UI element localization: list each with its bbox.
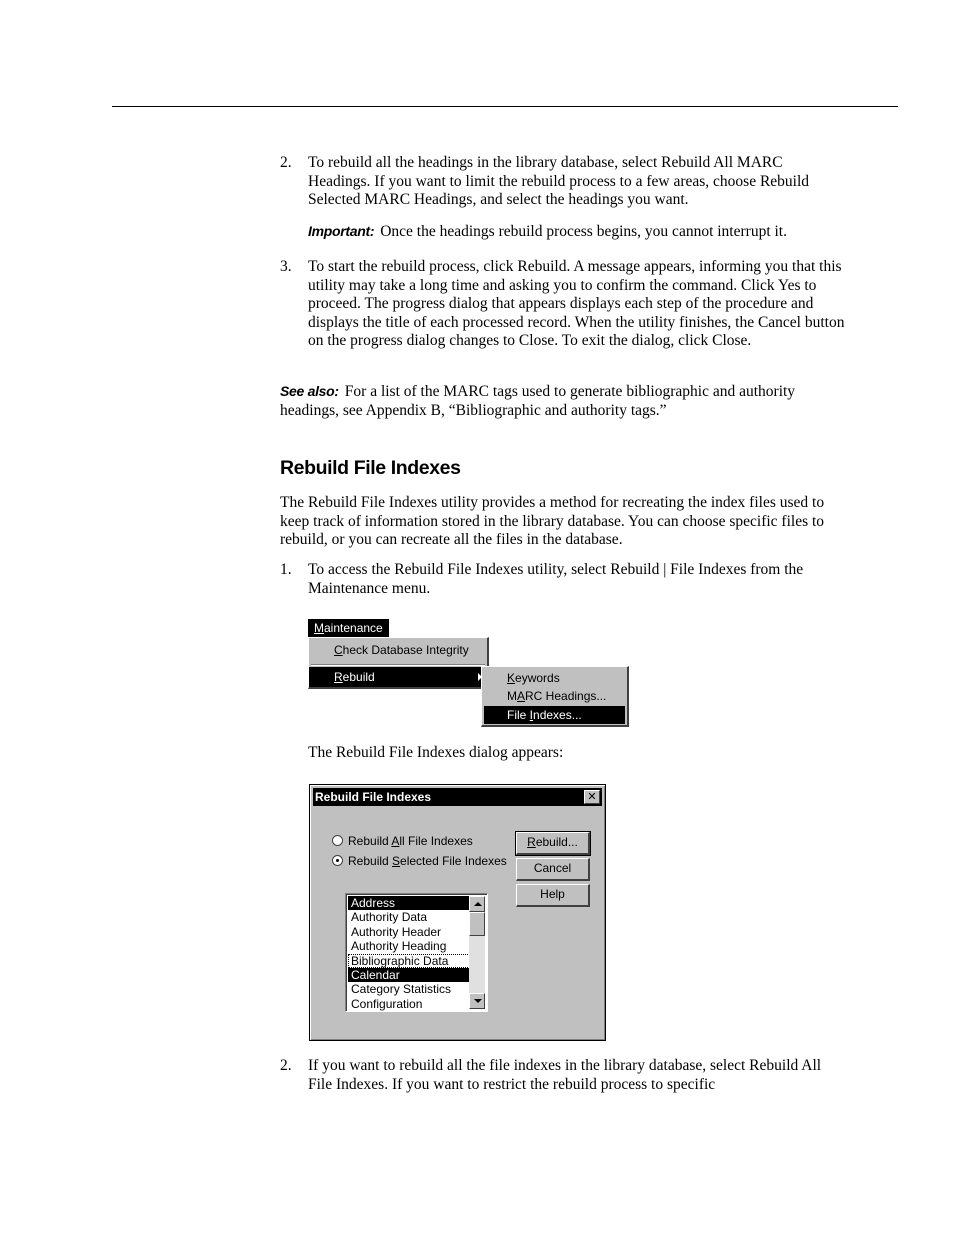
dialog-title: Rebuild File Indexes (315, 790, 432, 804)
header-rule (112, 106, 898, 107)
step-2-number: 2. (280, 154, 292, 171)
list-item[interactable]: Address (348, 896, 470, 910)
see-also-note (280, 382, 820, 420)
scroll-down-arrow-icon (474, 999, 482, 1003)
step-2-text: To rebuild all the headings in the library database, select Rebuild All MARC Headings. If you want to limit the rebuild process to a few areas, choose Rebuild Selected MARC Headings, and select the headings you want. (308, 154, 810, 209)
step-3-text: To start the rebuild process, click Rebuild. A message appears, informing you that this utility may take a long time and asking you to confirm the command. Click Yes to proceed. The progress dialog that appears displays each step of the procedure and displays the title of each processed record. When the utility finishes, the Cancel button on the progress dialog changes to Close. To exit the dialog, click Close. (308, 258, 845, 350)
list-item[interactable]: Bibliographic Data (348, 954, 470, 968)
list-item[interactable]: Calendar (348, 968, 470, 982)
scroll-up-button[interactable] (469, 896, 485, 912)
step-2b-number: 2. (280, 1057, 292, 1074)
radio-rebuild-selected[interactable]: Rebuild Selected File Indexes (332, 853, 507, 869)
radio-button-selected-icon (332, 855, 343, 866)
file-index-listbox[interactable] (345, 893, 488, 1012)
scroll-thumb[interactable] (469, 912, 485, 936)
step-2b-text: If you want to rebuild all the file indexes in the library database, select Rebuild All File Indexes. If you want to restrict the rebuild process to specific (308, 1057, 822, 1093)
important-text: Once the headings rebuild process begins, you cannot interrupt it. (380, 223, 787, 240)
radio-rebuild-all[interactable]: Rebuild All File Indexes (332, 833, 473, 849)
intro-paragraph: The Rebuild File Indexes utility provides a method for recreating the index files used to keep track of information stored in the library database. You can choose specific files to rebuild, or you can recreate all the files in the database. (280, 494, 825, 549)
step-1-number: 1. (280, 561, 292, 578)
list-item[interactable]: Configuration (351, 996, 423, 1011)
see-also-label: See also: (280, 383, 339, 399)
menu-item-check-database-integrity[interactable]: Check Database Integrity (334, 643, 469, 657)
maintenance-dropdown (308, 637, 489, 689)
rebuild-file-indexes-dialog (309, 784, 606, 1041)
rebuild-submenu (481, 666, 629, 727)
list-item[interactable]: Authority Heading (351, 939, 447, 954)
list-item[interactable]: Authority Header (351, 924, 442, 939)
list-item[interactable]: Category Statistics (351, 982, 452, 997)
step-3-number: 3. (280, 258, 292, 275)
menu-item-keywords[interactable]: Keywords (507, 671, 560, 685)
list-item[interactable]: Authority Data (351, 910, 428, 925)
important-note (308, 222, 848, 242)
menu-separator (311, 664, 485, 666)
rebuild-button[interactable]: Rebuild... (516, 832, 590, 855)
cancel-button[interactable]: Cancel (516, 858, 590, 881)
close-icon[interactable]: ✕ (584, 790, 600, 804)
menu-maintenance[interactable]: Maintenance (308, 619, 389, 637)
dialog-title-bar (313, 788, 602, 806)
menu-item-file-indexes[interactable]: File Indexes... (484, 706, 625, 724)
step-1-text: To access the Rebuild File Indexes utility, select Rebuild | File Indexes from the Maintenance menu. (308, 561, 804, 597)
menu-item-marc-headings[interactable]: MARC Headings... (507, 689, 607, 703)
help-button[interactable]: Help (516, 884, 590, 907)
listbox-scrollbar[interactable] (469, 896, 485, 1009)
menu-item-rebuild[interactable]: Rebuild (309, 667, 487, 687)
section-heading: Rebuild File Indexes (280, 457, 461, 479)
dialog-intro-text: The Rebuild File Indexes dialog appears: (308, 744, 564, 761)
see-also-text: For a list of the MARC tags used to generate bibliographic and authority headings, see Appendix B, “Bibliographic and authority tags.” (280, 383, 796, 419)
radio-button-icon (332, 835, 343, 846)
scroll-down-button[interactable] (469, 993, 485, 1009)
important-label: Important: (308, 223, 375, 239)
scroll-up-arrow-icon (474, 902, 482, 906)
